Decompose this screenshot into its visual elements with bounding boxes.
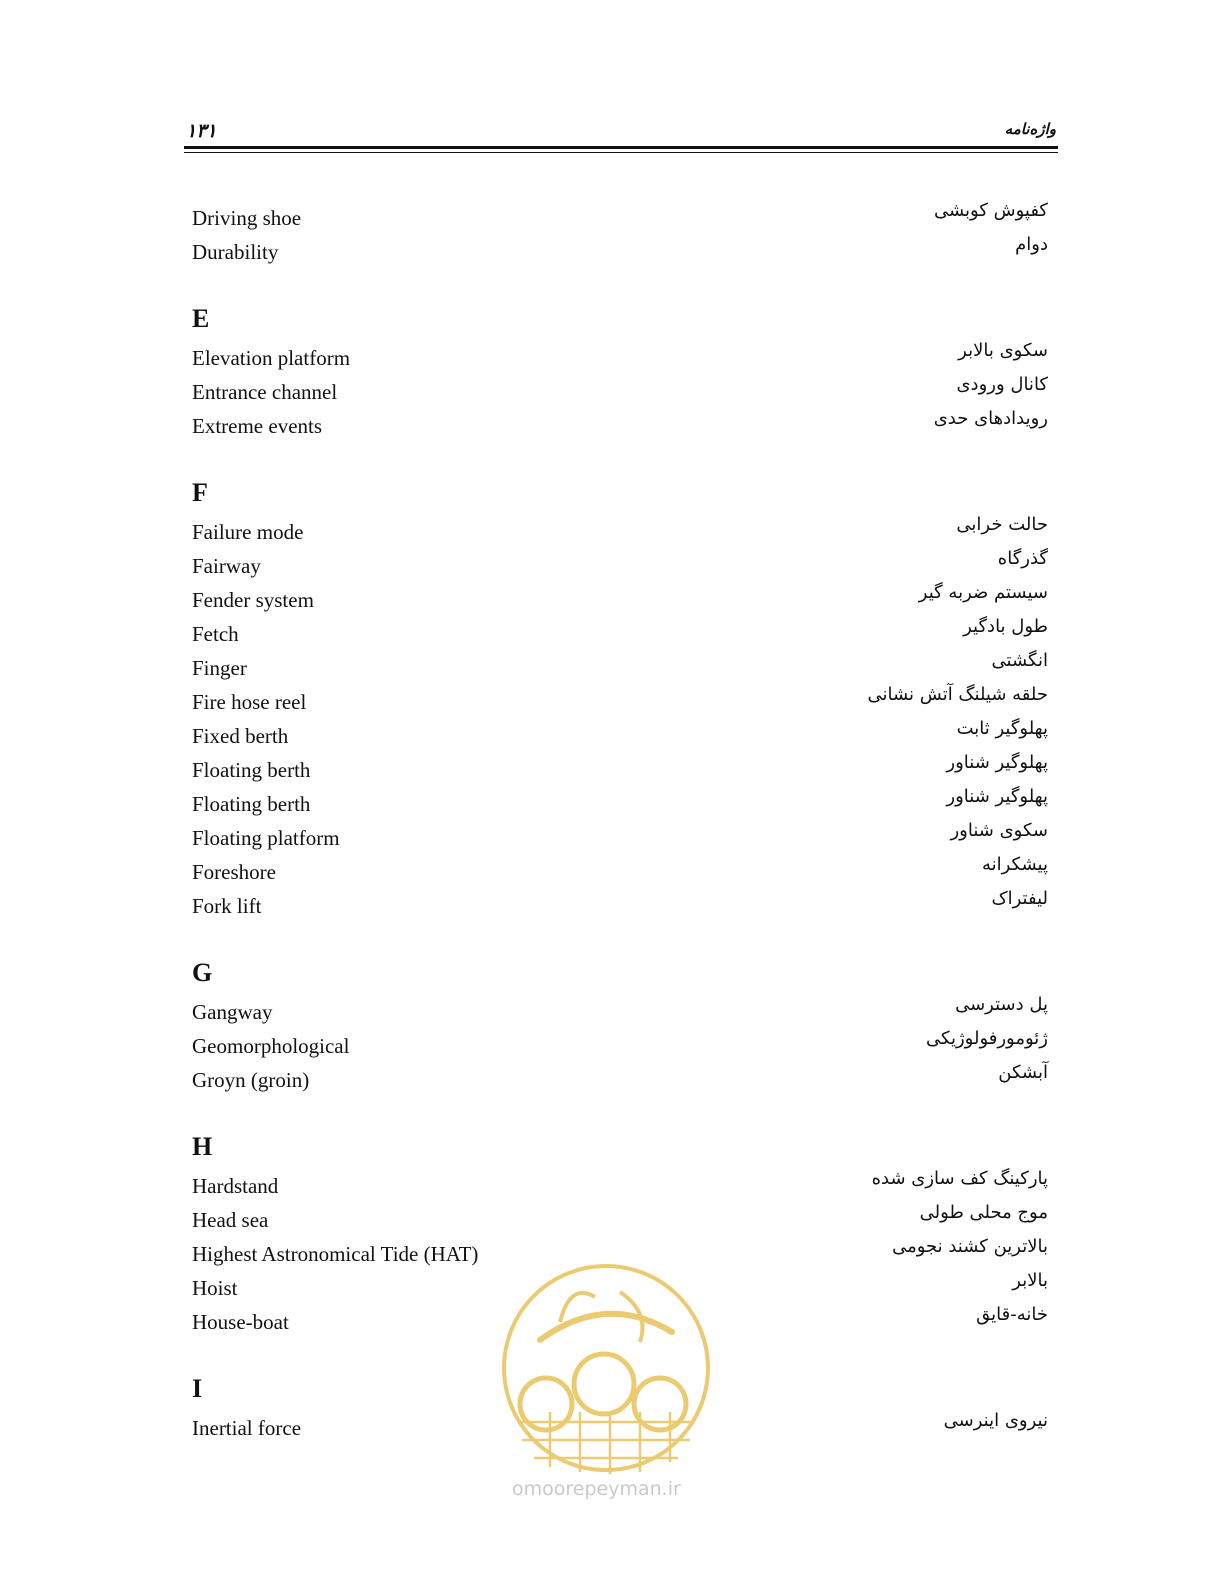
section-letter: H	[192, 1132, 213, 1161]
english-term: Failure mode	[192, 520, 304, 544]
persian-term: بالاترین کشند نجومی	[892, 1236, 1048, 1257]
glossary-entry	[192, 1168, 1048, 1202]
glossary-entry	[192, 684, 1048, 718]
glossary-section	[192, 200, 1048, 268]
glossary-entry	[192, 1062, 1048, 1096]
english-term: Fire hose reel	[192, 690, 307, 714]
section-letter: I	[192, 1374, 203, 1403]
english-term: Highest Astronomical Tide (HAT)	[192, 1242, 479, 1266]
glossary-entry	[192, 514, 1048, 548]
watermark-logo	[500, 1262, 712, 1474]
persian-term: آبشکن	[998, 1062, 1048, 1083]
watermark-url: omoorepeyman.ir	[512, 1478, 681, 1500]
glossary-entry	[192, 200, 1048, 234]
persian-term: کفپوش کوبشی	[933, 200, 1048, 221]
glossary-entry	[192, 340, 1048, 374]
persian-term: موج محلی طولی	[919, 1202, 1048, 1223]
persian-term: گذرگاه	[997, 548, 1048, 569]
persian-term: خانه-قایق	[976, 1304, 1048, 1325]
glossary-entry	[192, 1202, 1048, 1236]
glossary-section	[192, 476, 1048, 922]
english-term: Groyn (groin)	[192, 1068, 310, 1092]
glossary-entry	[192, 616, 1048, 650]
glossary-entry	[192, 1028, 1048, 1062]
header-rule-thin	[184, 152, 1058, 153]
running-title: واژه‌نامه	[1004, 120, 1056, 138]
glossary-entry	[192, 374, 1048, 408]
persian-term: پهلوگیر شناور	[946, 752, 1048, 773]
persian-term: سکوی شناور	[950, 820, 1048, 841]
persian-term: پهلوگیر ثابت	[956, 718, 1048, 739]
glossary-entry	[192, 888, 1048, 922]
english-term: House-boat	[192, 1310, 289, 1334]
persian-term: ژئومورفولوژیکی	[926, 1028, 1048, 1049]
section-letter: F	[192, 478, 208, 507]
glossary-entry	[192, 582, 1048, 616]
english-term: Extreme events	[192, 414, 323, 438]
english-term: Gangway	[192, 1000, 273, 1024]
persian-term: حالت خرابی	[956, 514, 1048, 535]
persian-term: سکوی بالابر	[958, 340, 1048, 361]
persian-term: دوام	[1015, 234, 1048, 255]
persian-term: لیفتراک	[991, 888, 1048, 909]
english-term: Inertial force	[192, 1416, 302, 1440]
glossary-entry	[192, 408, 1048, 442]
persian-term: کانال ورودی	[956, 374, 1048, 395]
english-term: Fetch	[192, 622, 239, 646]
persian-term: پارکینگ کف سازی شده	[871, 1168, 1048, 1189]
english-term: Finger	[192, 656, 247, 680]
english-term: Fixed berth	[192, 724, 289, 748]
glossary-entry	[192, 548, 1048, 582]
glossary-section	[192, 302, 1048, 442]
glossary-entry	[192, 854, 1048, 888]
page-number: ۱۳۱	[186, 120, 217, 142]
persian-term: طول بادگیر	[963, 616, 1048, 637]
english-term: Entrance channel	[192, 380, 338, 404]
persian-term: پل دسترسی	[955, 994, 1048, 1015]
glossary-list	[192, 200, 1048, 1444]
section-letter: G	[192, 958, 213, 987]
english-term: Hardstand	[192, 1174, 279, 1198]
english-term: Floating berth	[192, 758, 311, 782]
english-term: Floating berth	[192, 792, 311, 816]
english-term: Hoist	[192, 1276, 238, 1300]
persian-term: رویدادهای حدی	[933, 408, 1048, 429]
english-term: Foreshore	[192, 860, 276, 884]
persian-term: نیروی اینرسی	[943, 1410, 1048, 1431]
glossary-entry	[192, 650, 1048, 684]
persian-term: پهلوگیر شناور	[946, 786, 1048, 807]
glossary-entry	[192, 718, 1048, 752]
english-term: Floating platform	[192, 826, 340, 850]
english-term: Durability	[192, 240, 279, 264]
persian-term: حلقه شیلنگ آتش نشانی	[867, 684, 1048, 705]
glossary-entry	[192, 752, 1048, 786]
english-term: Driving shoe	[192, 206, 302, 230]
english-term: Head sea	[192, 1208, 269, 1232]
persian-term: پیشکرانه	[981, 854, 1048, 875]
english-term: Fender system	[192, 588, 314, 612]
persian-term: سیستم ضربه گیر	[918, 582, 1048, 603]
header-rule-thick	[184, 146, 1058, 149]
page-header	[184, 118, 1058, 152]
english-term: Fairway	[192, 554, 261, 578]
glossary-section	[192, 956, 1048, 1096]
english-term: Elevation platform	[192, 346, 351, 370]
glossary-entry	[192, 994, 1048, 1028]
english-term: Fork lift	[192, 894, 262, 918]
persian-term: انگشتی	[991, 650, 1048, 671]
glossary-entry	[192, 820, 1048, 854]
persian-term: بالابر	[1012, 1270, 1048, 1291]
english-term: Geomorphological	[192, 1034, 350, 1058]
glossary-entry	[192, 786, 1048, 820]
section-letter: E	[192, 304, 210, 333]
glossary-entry	[192, 234, 1048, 268]
